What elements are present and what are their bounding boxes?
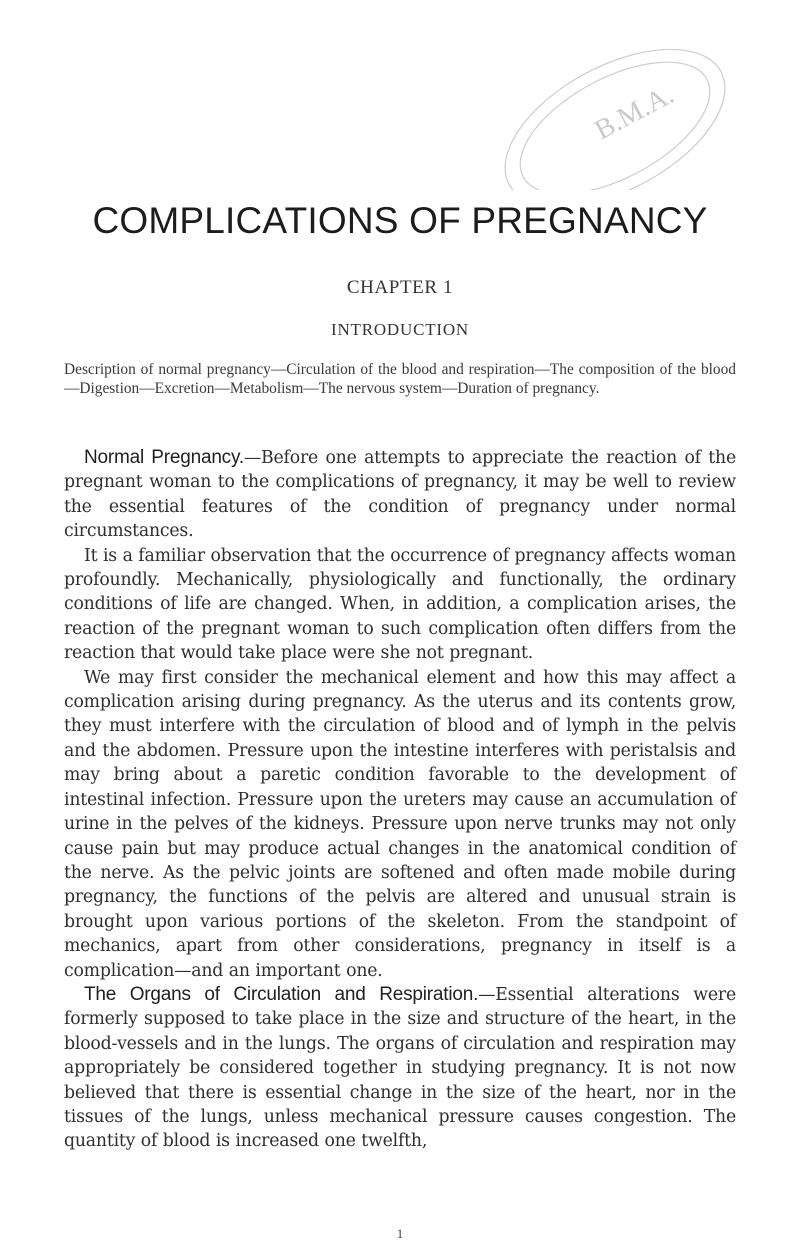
chapter-body	[64, 446, 736, 1154]
page-number: 1	[396, 1226, 404, 1241]
paragraph-text: It is a familiar observation that the occurrence of pregnancy affects woman profoundly. Mechanically, physiologically and functionally, the ordinary conditions of life are changed. When, in addition, a complication arises, the reaction of the pregnant woman to such complication often differs from the reaction that would take place were she not pregnant.	[64, 545, 736, 664]
section-heading: The Organs of Circulation and Respiration.	[84, 983, 479, 1005]
paragraph-observation	[64, 544, 736, 666]
paragraph-normal-pregnancy	[64, 446, 736, 544]
paragraph-circulation-respiration	[64, 983, 736, 1154]
paragraph-text: —Before one attempts to appreciate the reaction of the pregnant woman to the complications of pregnancy, it may be well to review the essential features of the condition of pregnancy under normal circumstances.	[64, 448, 736, 542]
paragraph-text: We may first consider the mechanical element and how this may affect a complication arising during pregnancy. As the uterus and its contents grow, they must interfere with the circulation of blood and of lymph in the pelvis and the abdomen. Pressure upon the intestine interferes with peristalsis and may bring about a paretic condition favorable to the development of intestinal infection. Pressure upon the ureters may cause an accumulation of urine in the pelves of the kidneys. Pressure upon nerve trunks may not only cause pain but may produce actual changes in the anatomical condition of the nerve. As the pelvic joints are softened and often made mobile during pregnancy, the functions of the pelvis are altered and unusual strain is brought upon various portions of the skeleton. From the standpoint of mechanics, apart from other considerations, pregnancy in itself is a complication—and an important one.	[64, 667, 736, 981]
paragraph-text: —Essential alterations were formerly supposed to take place in the size and structure of the heart, in the blood-vessels and in the lungs. The organs of circulation and respiration may appropriately be considered together in studying pregnancy. It is not now believed that there is essential change in the size of the heart, nor in the tissues of the lungs, unless mechanical pressure causes congestion. The quantity of blood is increased one twelfth,	[64, 984, 736, 1152]
chapter-title: INTRODUCTION	[330, 320, 470, 339]
chapter-synopsis: Description of normal pregnancy—Circulation of the blood and respiration—The composition of the blood—Digestion—Excretion—Metabolism—The nervous system—Duration of pregnancy.	[64, 361, 736, 397]
stamp-text: B.M.A.	[589, 78, 680, 147]
paragraph-mechanical-element	[64, 666, 736, 983]
section-heading: Normal Pregnancy.	[84, 447, 244, 468]
chapter-number: CHAPTER 1	[346, 277, 454, 298]
library-stamp	[445, 40, 775, 190]
book-title: COMPLICATIONS OF PREGNANCY	[92, 200, 708, 241]
